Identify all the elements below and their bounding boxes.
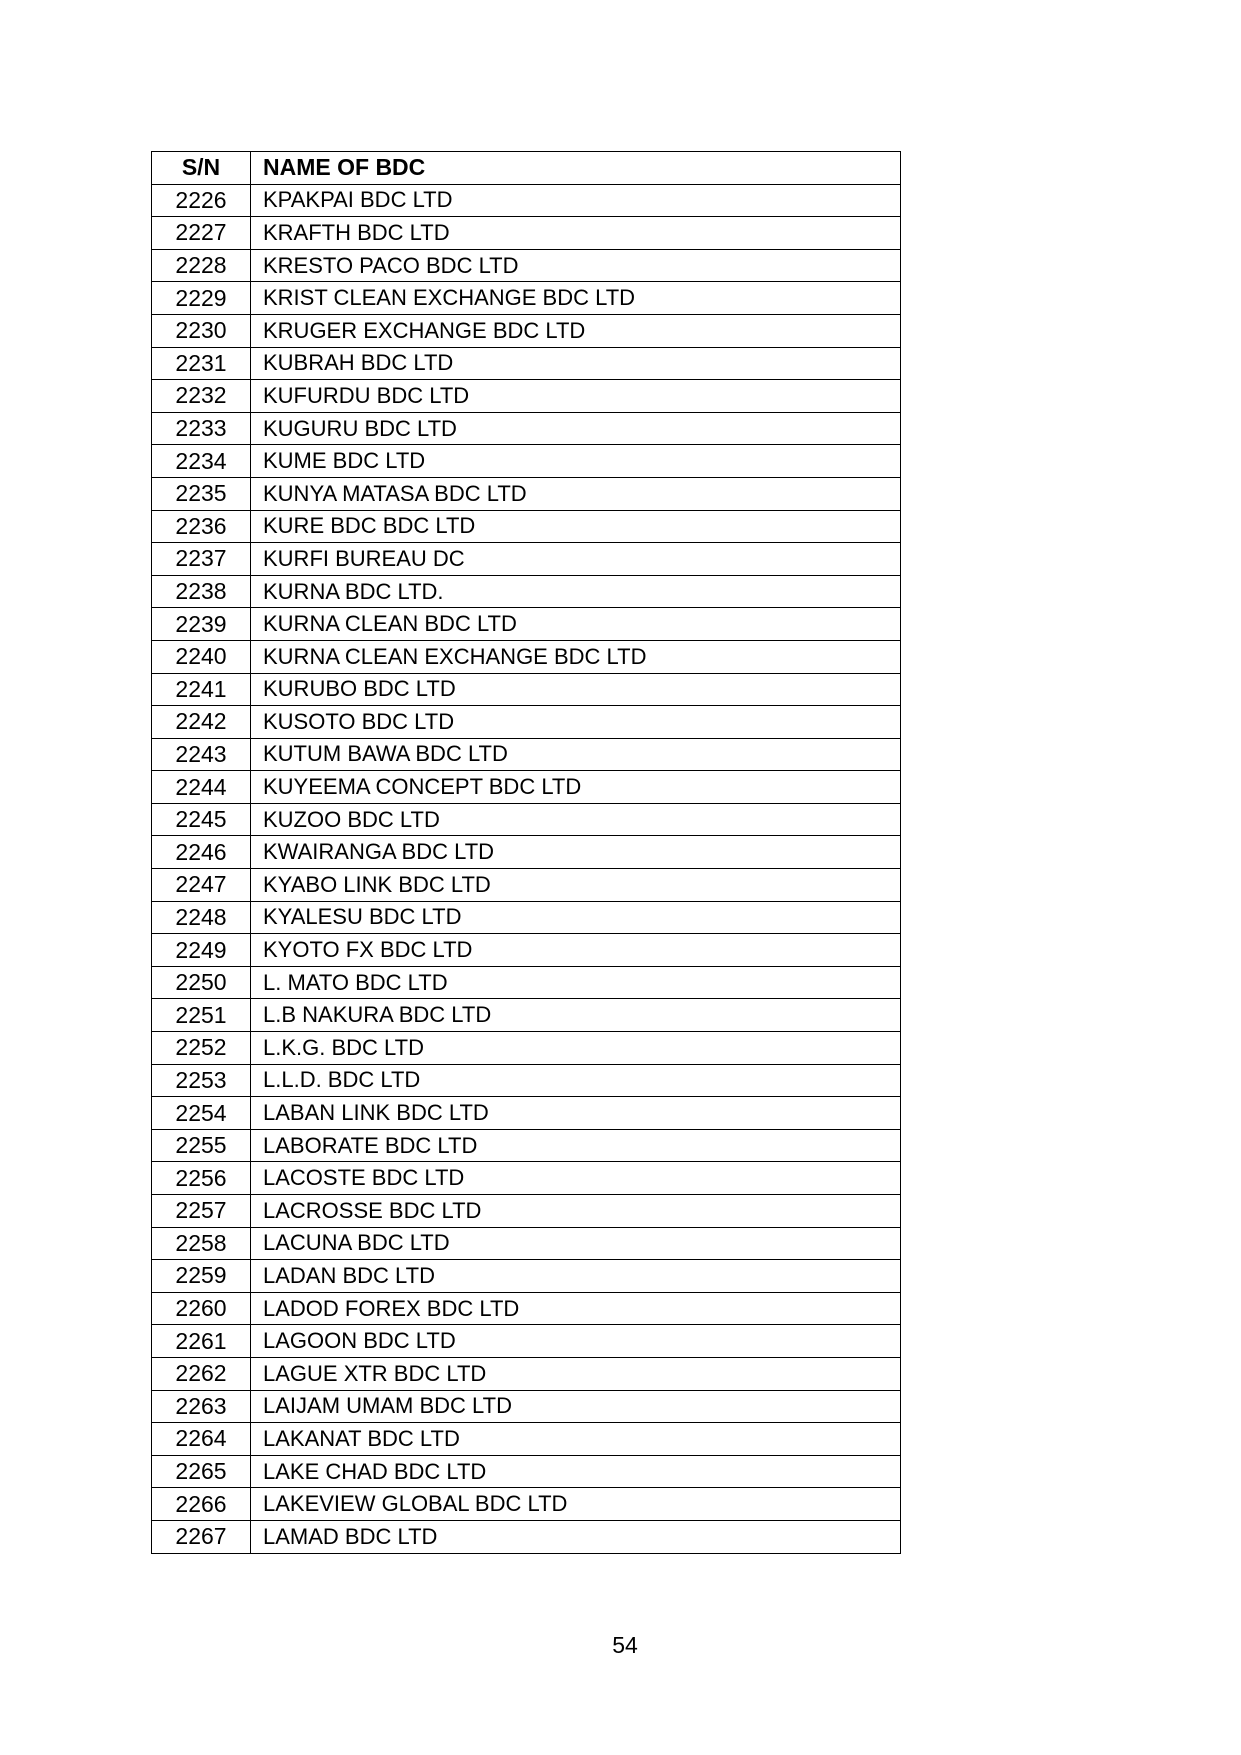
bdc-name-cell: L. MATO BDC LTD: [251, 966, 901, 999]
table-row: [152, 347, 901, 380]
bdc-name-cell: L.L.D. BDC LTD: [251, 1064, 901, 1097]
serial-number-cell: 2241: [152, 673, 251, 706]
table-row: [152, 1097, 901, 1130]
table-row: [152, 575, 901, 608]
serial-number-cell: 2231: [152, 347, 251, 380]
table-row: [152, 1260, 901, 1293]
bdc-name-cell: LAKANAT BDC LTD: [251, 1423, 901, 1456]
bdc-name-cell: L.K.G. BDC LTD: [251, 1032, 901, 1065]
bdc-name-cell: LACROSSE BDC LTD: [251, 1195, 901, 1228]
table-row: [152, 901, 901, 934]
table-row: [152, 217, 901, 250]
serial-number-cell: 2266: [152, 1488, 251, 1521]
bdc-name-cell: KYALESU BDC LTD: [251, 901, 901, 934]
serial-number-cell: 2230: [152, 314, 251, 347]
bdc-name-cell: KURE BDC BDC LTD: [251, 510, 901, 543]
bdc-name-cell: LAIJAM UMAM BDC LTD: [251, 1390, 901, 1423]
serial-number-cell: 2262: [152, 1357, 251, 1390]
table-row: [152, 1227, 901, 1260]
serial-number-cell: 2237: [152, 543, 251, 576]
bdc-name-cell: LAGOON BDC LTD: [251, 1325, 901, 1358]
serial-number-cell: 2253: [152, 1064, 251, 1097]
table-row: [152, 282, 901, 315]
serial-number-cell: 2254: [152, 1097, 251, 1130]
serial-number-cell: 2229: [152, 282, 251, 315]
table-row: [152, 477, 901, 510]
serial-number-cell: 2228: [152, 249, 251, 282]
bdc-name-cell: LAKE CHAD BDC LTD: [251, 1455, 901, 1488]
table-row: [152, 999, 901, 1032]
bdc-name-cell: KUME BDC LTD: [251, 445, 901, 478]
serial-number-cell: 2259: [152, 1260, 251, 1293]
table-row: [152, 412, 901, 445]
bdc-name-cell: KUBRAH BDC LTD: [251, 347, 901, 380]
serial-number-cell: 2256: [152, 1162, 251, 1195]
table-row: [152, 673, 901, 706]
bdc-name-cell: KYOTO FX BDC LTD: [251, 934, 901, 967]
serial-number-cell: 2250: [152, 966, 251, 999]
table-row: [152, 380, 901, 413]
bdc-name-cell: LACUNA BDC LTD: [251, 1227, 901, 1260]
bdc-name-cell: KRAFTH BDC LTD: [251, 217, 901, 250]
serial-number-cell: 2251: [152, 999, 251, 1032]
bdc-name-cell: LAKEVIEW GLOBAL BDC LTD: [251, 1488, 901, 1521]
table-row: [152, 1423, 901, 1456]
serial-number-cell: 2247: [152, 869, 251, 902]
header-row: [152, 152, 901, 185]
bdc-name-cell: LADAN BDC LTD: [251, 1260, 901, 1293]
table-row: [152, 640, 901, 673]
bdc-name-cell: LACOSTE BDC LTD: [251, 1162, 901, 1195]
serial-number-cell: 2245: [152, 803, 251, 836]
bdc-name-cell: KPAKPAI BDC LTD: [251, 184, 901, 217]
table-row: [152, 510, 901, 543]
serial-number-cell: 2248: [152, 901, 251, 934]
serial-number-cell: 2244: [152, 771, 251, 804]
serial-number-cell: 2239: [152, 608, 251, 641]
serial-number-cell: 2264: [152, 1423, 251, 1456]
bdc-name-cell: KURUBO BDC LTD: [251, 673, 901, 706]
bdc-name-cell: KRESTO PACO BDC LTD: [251, 249, 901, 282]
table-row: [152, 1390, 901, 1423]
bdc-name-cell: KUGURU BDC LTD: [251, 412, 901, 445]
bdc-name-cell: KWAIRANGA BDC LTD: [251, 836, 901, 869]
table-row: [152, 1488, 901, 1521]
table-row: [152, 1325, 901, 1358]
serial-number-cell: 2265: [152, 1455, 251, 1488]
table-row: [152, 1455, 901, 1488]
serial-number-cell: 2226: [152, 184, 251, 217]
bdc-name-cell: KUYEEMA CONCEPT BDC LTD: [251, 771, 901, 804]
serial-number-cell: 2249: [152, 934, 251, 967]
serial-number-cell: 2240: [152, 640, 251, 673]
bdc-name-cell: KURNA BDC LTD.: [251, 575, 901, 608]
table-row: [152, 966, 901, 999]
table-row: [152, 1357, 901, 1390]
serial-number-cell: 2258: [152, 1227, 251, 1260]
bdc-name-cell: KRUGER EXCHANGE BDC LTD: [251, 314, 901, 347]
bdc-name-cell: L.B NAKURA BDC LTD: [251, 999, 901, 1032]
table-row: [152, 249, 901, 282]
bdc-name-cell: KRIST CLEAN EXCHANGE BDC LTD: [251, 282, 901, 315]
bdc-name-cell: LADOD FOREX BDC LTD: [251, 1292, 901, 1325]
bdc-name-cell: KURNA CLEAN EXCHANGE BDC LTD: [251, 640, 901, 673]
table-row: [152, 608, 901, 641]
table-body: [152, 184, 901, 1553]
bdc-name-cell: LABORATE BDC LTD: [251, 1129, 901, 1162]
bdc-name-cell: KUZOO BDC LTD: [251, 803, 901, 836]
bdc-name-cell: KUTUM BAWA BDC LTD: [251, 738, 901, 771]
table-row: [152, 314, 901, 347]
sn-column-header: S/N: [152, 152, 251, 185]
table-row: [152, 706, 901, 739]
table-row: [152, 1520, 901, 1553]
table-row: [152, 771, 901, 804]
bdc-name-cell: KUFURDU BDC LTD: [251, 380, 901, 413]
table-row: [152, 445, 901, 478]
table-row: [152, 1195, 901, 1228]
table-row: [152, 869, 901, 902]
bdc-name-cell: KUNYA MATASA BDC LTD: [251, 477, 901, 510]
page-number: 54: [612, 1632, 638, 1658]
serial-number-cell: 2261: [152, 1325, 251, 1358]
name-column-header: NAME OF BDC: [251, 152, 901, 185]
bdc-name-cell: KURFI BUREAU DC: [251, 543, 901, 576]
serial-number-cell: 2232: [152, 380, 251, 413]
table-row: [152, 738, 901, 771]
bdc-name-cell: LABAN LINK BDC LTD: [251, 1097, 901, 1130]
serial-number-cell: 2252: [152, 1032, 251, 1065]
bdc-name-cell: LAMAD BDC LTD: [251, 1520, 901, 1553]
serial-number-cell: 2257: [152, 1195, 251, 1228]
serial-number-cell: 2255: [152, 1129, 251, 1162]
table-row: [152, 1162, 901, 1195]
bdc-name-cell: KUSOTO BDC LTD: [251, 706, 901, 739]
serial-number-cell: 2233: [152, 412, 251, 445]
table-row: [152, 184, 901, 217]
serial-number-cell: 2227: [152, 217, 251, 250]
serial-number-cell: 2234: [152, 445, 251, 478]
table-row: [152, 1129, 901, 1162]
serial-number-cell: 2267: [152, 1520, 251, 1553]
table-row: [152, 836, 901, 869]
serial-number-cell: 2236: [152, 510, 251, 543]
bdc-name-cell: KYABO LINK BDC LTD: [251, 869, 901, 902]
bdc-name-cell: KURNA CLEAN BDC LTD: [251, 608, 901, 641]
table-row: [152, 934, 901, 967]
table-row: [152, 1064, 901, 1097]
serial-number-cell: 2263: [152, 1390, 251, 1423]
serial-number-cell: 2246: [152, 836, 251, 869]
table-row: [152, 803, 901, 836]
serial-number-cell: 2260: [152, 1292, 251, 1325]
bdc-table: [151, 151, 901, 1554]
serial-number-cell: 2235: [152, 477, 251, 510]
table-row: [152, 1032, 901, 1065]
serial-number-cell: 2238: [152, 575, 251, 608]
table-row: [152, 543, 901, 576]
serial-number-cell: 2243: [152, 738, 251, 771]
serial-number-cell: 2242: [152, 706, 251, 739]
bdc-name-cell: LAGUE XTR BDC LTD: [251, 1357, 901, 1390]
table-header: [152, 152, 901, 185]
table-row: [152, 1292, 901, 1325]
